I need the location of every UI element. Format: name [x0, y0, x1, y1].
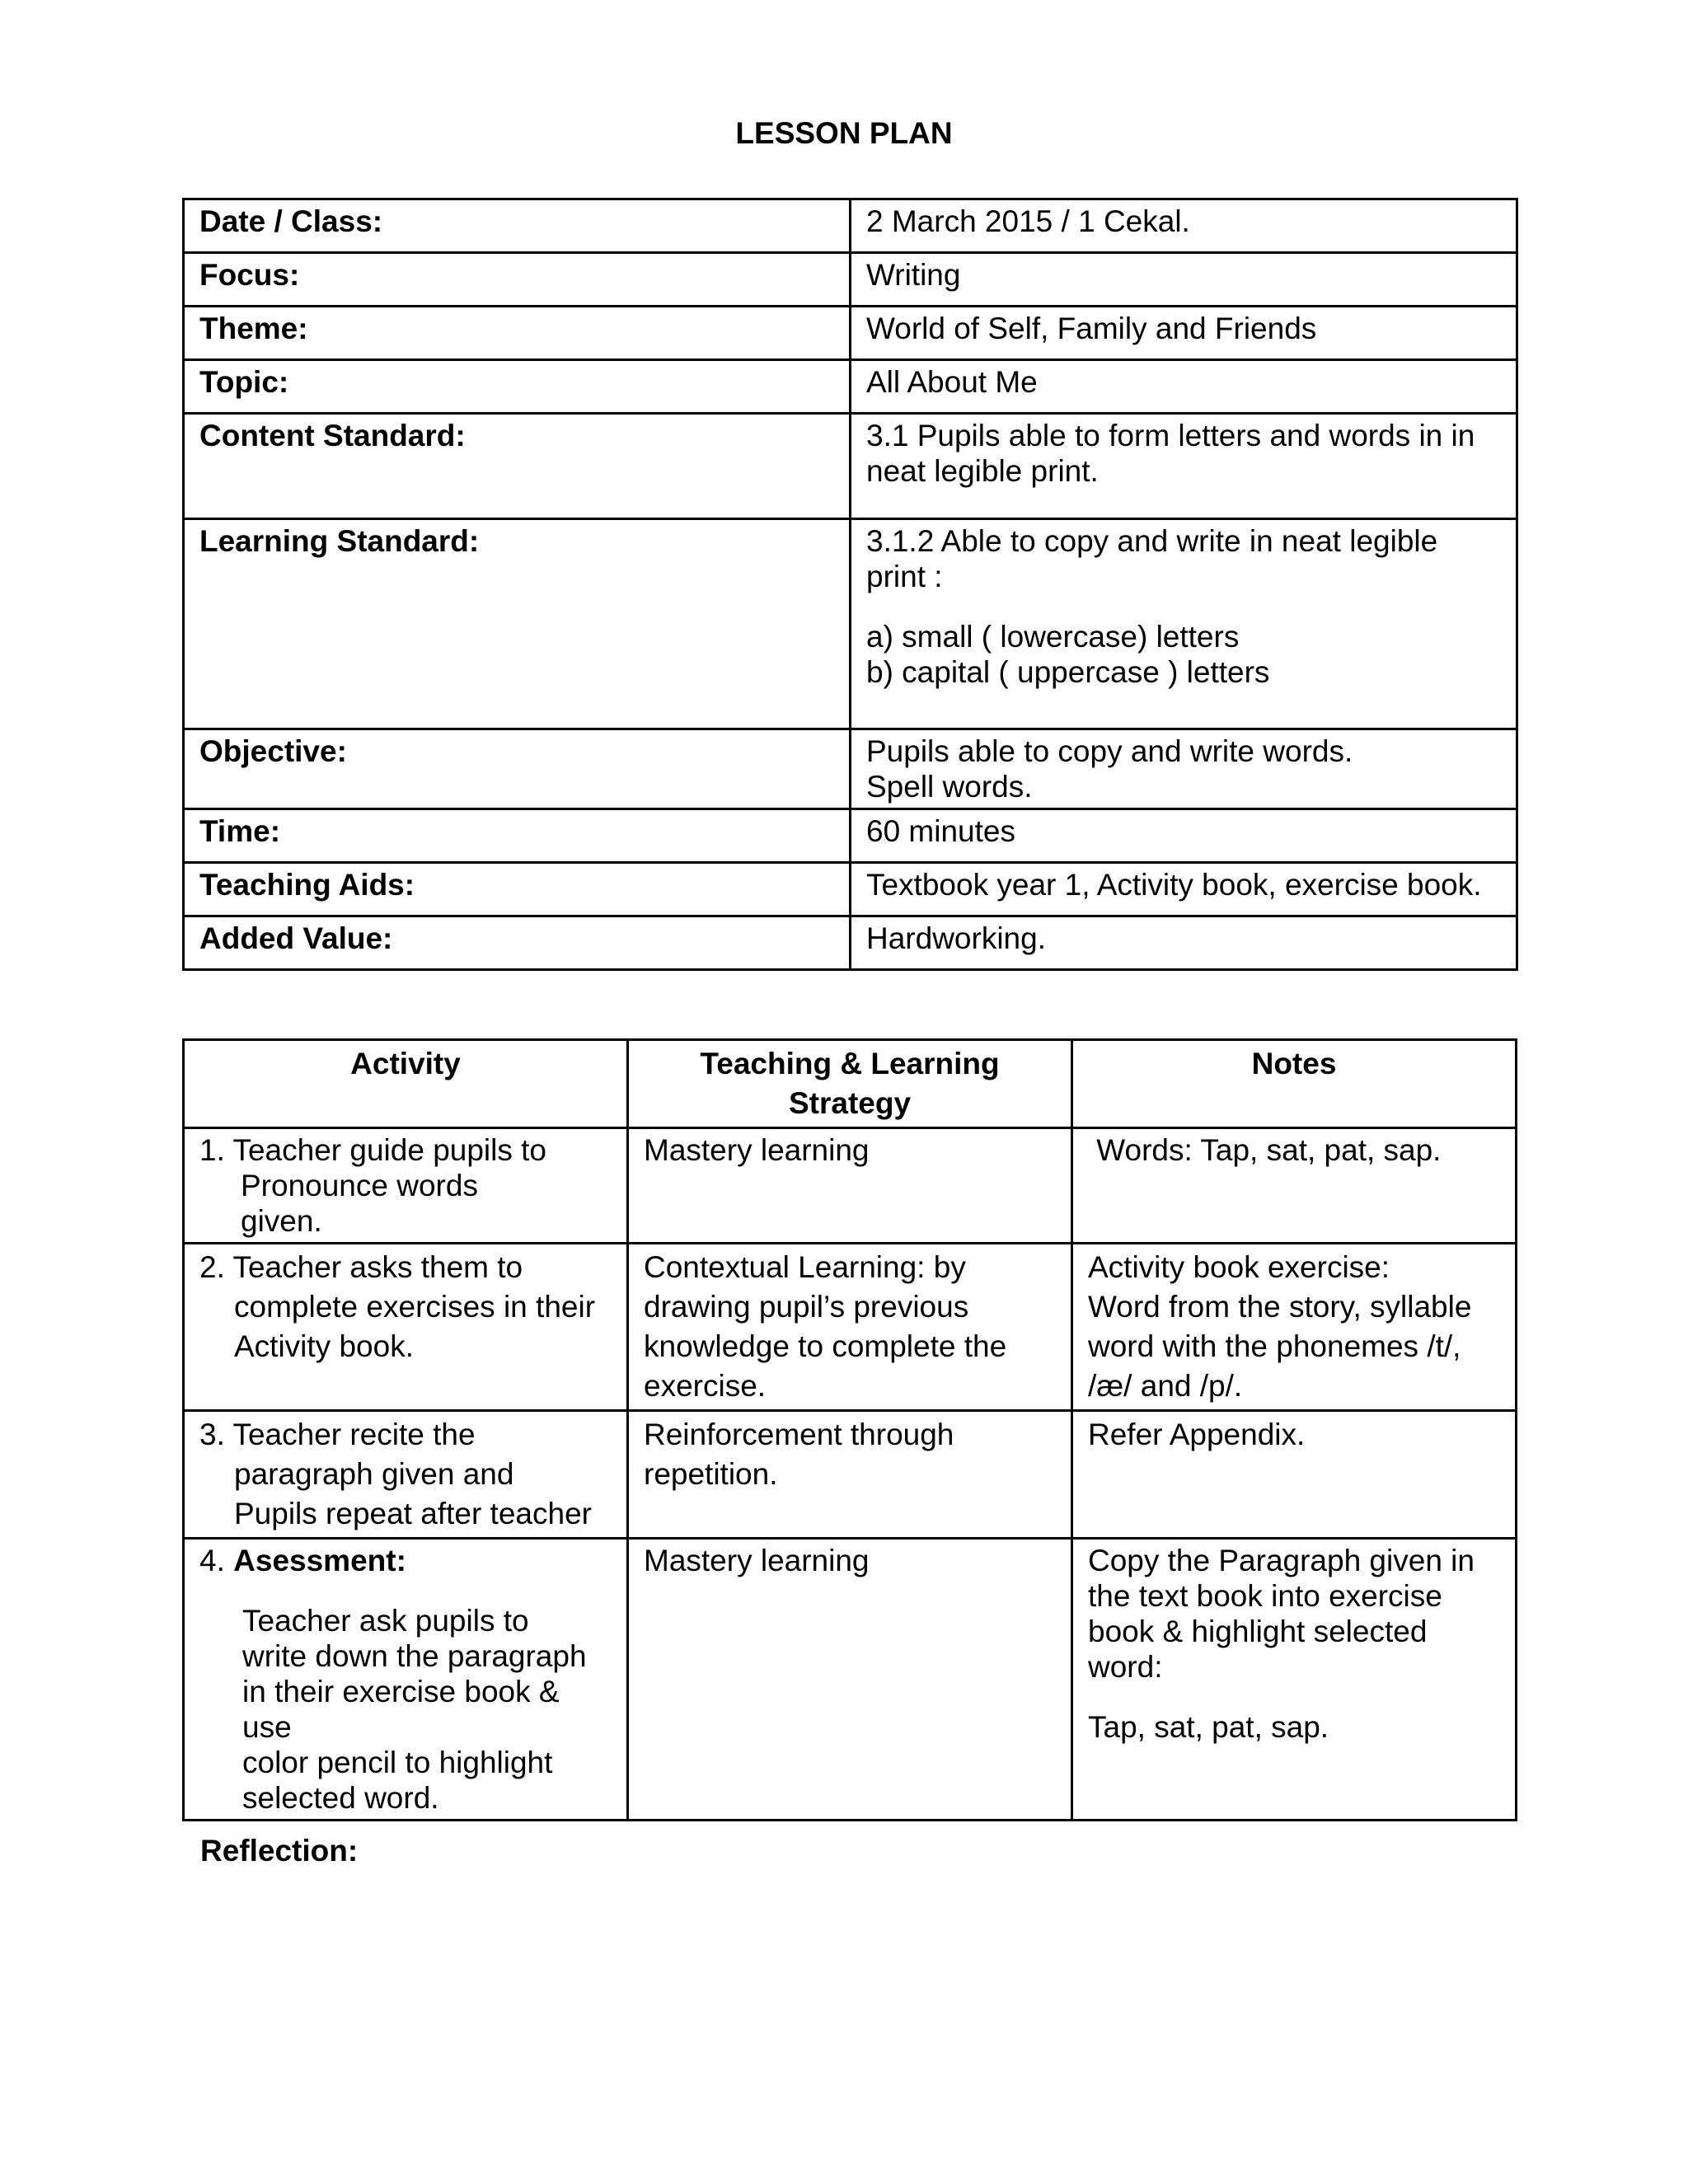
table-row — [184, 1539, 1517, 1821]
strategy-line: knowledge to complete the — [644, 1329, 1007, 1363]
activity-table — [182, 1038, 1517, 1821]
activity-line: 2. Teacher asks them to — [199, 1250, 523, 1284]
strategy-cell: Mastery learning — [628, 1128, 1072, 1244]
strategy-cell — [628, 1411, 1072, 1539]
table-row — [184, 414, 1517, 519]
table-row — [184, 729, 1517, 809]
strategy-line: Contextual Learning: by — [644, 1250, 966, 1284]
table-row — [184, 253, 1517, 307]
teaching-aids-value: Textbook year 1, Activity book, exercise book. — [851, 863, 1517, 916]
learning-standard-line: 3.1.2 Able to copy and write in neat legible print : — [866, 524, 1438, 593]
activity-line: write down the paragraph — [242, 1639, 587, 1673]
objective-label: Objective: — [184, 729, 851, 809]
activity-line: selected word. — [242, 1781, 439, 1815]
table-row — [184, 916, 1517, 970]
added-value-value: Hardworking. — [851, 916, 1517, 970]
table-row — [184, 1411, 1517, 1539]
table-row — [184, 809, 1517, 863]
notes-line: word with the phonemes /t/, — [1088, 1329, 1461, 1363]
activity-line: 3. Teacher recite the — [199, 1418, 476, 1451]
topic-label: Topic: — [184, 360, 851, 414]
table-row — [184, 199, 1517, 253]
strategy-cell — [628, 1244, 1072, 1411]
activity-line: color pencil to highlight — [242, 1746, 553, 1779]
activity-line: Pupils repeat after teacher — [234, 1497, 592, 1530]
objective-line: Pupils able to copy and write words. — [866, 734, 1353, 768]
strategy-line: exercise. — [644, 1369, 767, 1403]
theme-label: Theme: — [184, 307, 851, 360]
table-row — [184, 307, 1517, 360]
notes-line: Activity book exercise: — [1088, 1250, 1390, 1284]
activity-cell — [184, 1244, 628, 1411]
learning-standard-label: Learning Standard: — [184, 519, 851, 729]
learning-standard-item-b: b) capital ( uppercase ) letters — [866, 655, 1270, 689]
activity-line: Activity book. — [234, 1329, 414, 1363]
activity-cell — [184, 1411, 628, 1539]
table-row — [184, 519, 1517, 729]
date-class-value: 2 March 2015 / 1 Cekal. — [851, 199, 1517, 253]
notes-words: Tap, sat, pat, sap. — [1088, 1710, 1329, 1744]
focus-value: Writing — [851, 253, 1517, 307]
table-row — [184, 1128, 1517, 1244]
notes-line: word: — [1088, 1650, 1163, 1684]
notes-cell — [1072, 1244, 1517, 1411]
lesson-info-table — [182, 198, 1518, 971]
time-value: 60 minutes — [851, 809, 1517, 863]
notes-cell: Words: Tap, sat, pat, sap. — [1072, 1128, 1517, 1244]
content-standard-value: 3.1 Pupils able to form letters and words in in neat legible print. — [851, 414, 1517, 519]
learning-standard-item-a: a) small ( lowercase) letters — [866, 620, 1240, 654]
notes-cell: Refer Appendix. — [1072, 1411, 1517, 1539]
activity-cell — [184, 1128, 628, 1244]
notes-line: Copy the Paragraph given in — [1088, 1544, 1475, 1577]
notes-cell — [1072, 1539, 1517, 1821]
strategy-header — [628, 1040, 1072, 1128]
strategy-line: drawing pupil’s previous — [644, 1290, 969, 1324]
activity-line: paragraph given and — [234, 1457, 514, 1491]
notes-line: the text book into exercise — [1088, 1579, 1442, 1613]
objective-value — [851, 729, 1517, 809]
table-header-row — [184, 1040, 1517, 1128]
activity-line: in their exercise book & use — [242, 1675, 560, 1744]
notes-line: /æ/ and /p/. — [1088, 1369, 1243, 1403]
theme-value: World of Self, Family and Friends — [851, 307, 1517, 360]
time-label: Time: — [184, 809, 851, 863]
table-row — [184, 360, 1517, 414]
table-row — [184, 863, 1517, 916]
activity-line: given. — [241, 1204, 322, 1238]
activity-line: complete exercises in their — [234, 1290, 596, 1324]
page-title: LESSON PLAN — [735, 116, 953, 150]
activity-line: Teacher ask pupils to — [242, 1604, 529, 1638]
strategy-line: repetition. — [644, 1457, 778, 1491]
topic-value: All About Me — [851, 360, 1517, 414]
assessment-heading — [199, 1543, 612, 1578]
focus-label: Focus: — [184, 253, 851, 307]
content-standard-label: Content Standard: — [184, 414, 851, 519]
activity-cell — [184, 1539, 628, 1821]
activity-line: 1. Teacher guide pupils to — [199, 1133, 547, 1167]
table-row — [184, 1244, 1517, 1411]
activity-header: Activity — [184, 1040, 628, 1128]
strategy-header-line: Teaching & Learning — [700, 1047, 1000, 1080]
notes-line: book & highlight selected — [1088, 1615, 1428, 1648]
strategy-line: Reinforcement through — [644, 1418, 954, 1451]
assessment-label: Asessment: — [233, 1544, 406, 1577]
reflection-label: Reflection: — [200, 1834, 359, 1868]
objective-line: Spell words. — [866, 770, 1033, 804]
date-class-label: Date / Class: — [184, 199, 851, 253]
teaching-aids-label: Teaching Aids: — [184, 863, 851, 916]
notes-line: Word from the story, syllable — [1088, 1290, 1472, 1324]
learning-standard-value — [851, 519, 1517, 729]
strategy-header-line: Strategy — [788, 1086, 912, 1120]
notes-header: Notes — [1072, 1040, 1517, 1128]
assessment-number: 4. — [199, 1544, 225, 1577]
added-value-label: Added Value: — [184, 916, 851, 970]
activity-line: Pronounce words — [241, 1169, 478, 1202]
strategy-cell: Mastery learning — [628, 1539, 1072, 1821]
